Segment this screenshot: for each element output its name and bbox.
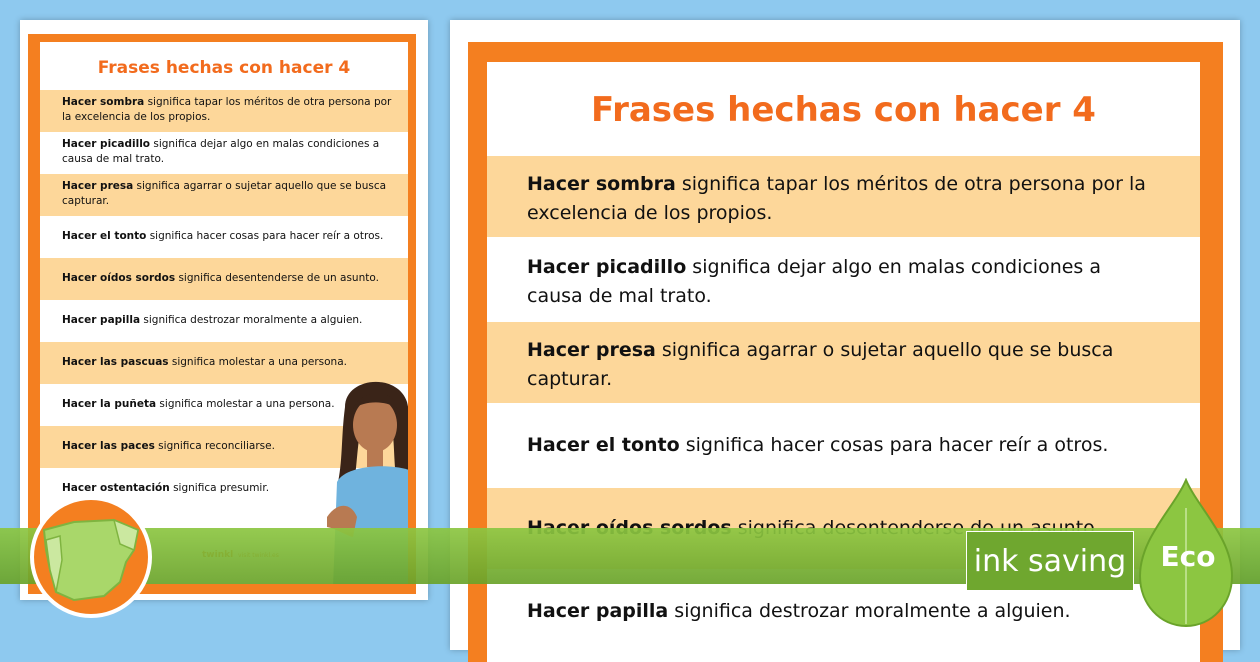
big-list-item (487, 320, 1200, 403)
small-list-item (40, 174, 408, 216)
big-list-item (487, 154, 1200, 237)
phrase-definition: significa agarrar o sujetar aquello que se busca capturar. (62, 180, 387, 207)
phrase-definition: significa dejar algo en malas condiciones a causa de mal trato. (527, 256, 1102, 307)
phrase-term: Hacer picadillo (62, 138, 151, 150)
phrase-term: Hacer presa (62, 180, 134, 192)
ink-saving-label: ink saving (966, 531, 1134, 591)
big-list-item (487, 403, 1200, 486)
phrase-definition: significa molestar a una persona. (168, 356, 347, 368)
phrase-definition: significa tapar los méritos de otra persona por la excelencia de los propios. (62, 96, 392, 123)
phrase-definition: significa agarrar o sujetar aquello que se busca capturar. (527, 339, 1114, 390)
phrase-term: Hacer oídos sordos (62, 272, 176, 284)
eco-label: Eco (1160, 540, 1216, 573)
small-list-item (40, 258, 408, 300)
phrase-term: Hacer las pascuas (62, 356, 169, 368)
phrase-term: Hacer el tonto (527, 434, 680, 456)
phrase-term: Hacer papilla (62, 314, 141, 326)
phrase-term: Hacer ostentación (62, 482, 170, 494)
small-list-item (40, 132, 408, 174)
phrase-definition: significa destrozar moralmente a alguien. (668, 600, 1071, 622)
small-list-item (40, 300, 408, 342)
small-poster-title: Frases hechas con hacer 4 (97, 58, 351, 78)
phrase-definition: significa dejar algo en malas condiciones a causa de mal trato. (62, 138, 380, 165)
spain-map-badge (30, 496, 152, 618)
big-list-item (487, 237, 1200, 320)
phrase-definition: significa reconciliarse. (154, 440, 275, 452)
phrase-term: Hacer el tonto (62, 230, 147, 242)
phrase-definition: significa hacer cosas para hacer reír a otros. (679, 434, 1109, 456)
phrase-definition: significa presumir. (169, 482, 270, 494)
phrase-definition: significa destrozar moralmente a alguien. (140, 314, 363, 326)
phrase-definition: significa molestar a una persona. (156, 398, 335, 410)
small-list-item (40, 90, 408, 132)
phrase-definition: significa desentenderse de un asunto. (175, 272, 379, 284)
phrase-term: Hacer presa (527, 339, 656, 361)
spain-map-icon (34, 500, 148, 614)
phrase-term: Hacer las paces (62, 440, 155, 452)
phrase-term: Hacer la puñeta (62, 398, 157, 410)
phrase-definition: significa hacer cosas para hacer reír a otros. (146, 230, 384, 242)
big-poster-title: Frases hechas con hacer 4 (591, 90, 1096, 130)
phrase-term: Hacer picadillo (527, 256, 687, 278)
phrase-term: Hacer sombra (527, 173, 676, 195)
phrase-definition: significa tapar los méritos de otra persona por la excelencia de los propios. (527, 173, 1146, 224)
phrase-term: Hacer sombra (62, 96, 145, 108)
small-list-item (40, 216, 408, 258)
phrase-term: Hacer papilla (527, 600, 669, 622)
